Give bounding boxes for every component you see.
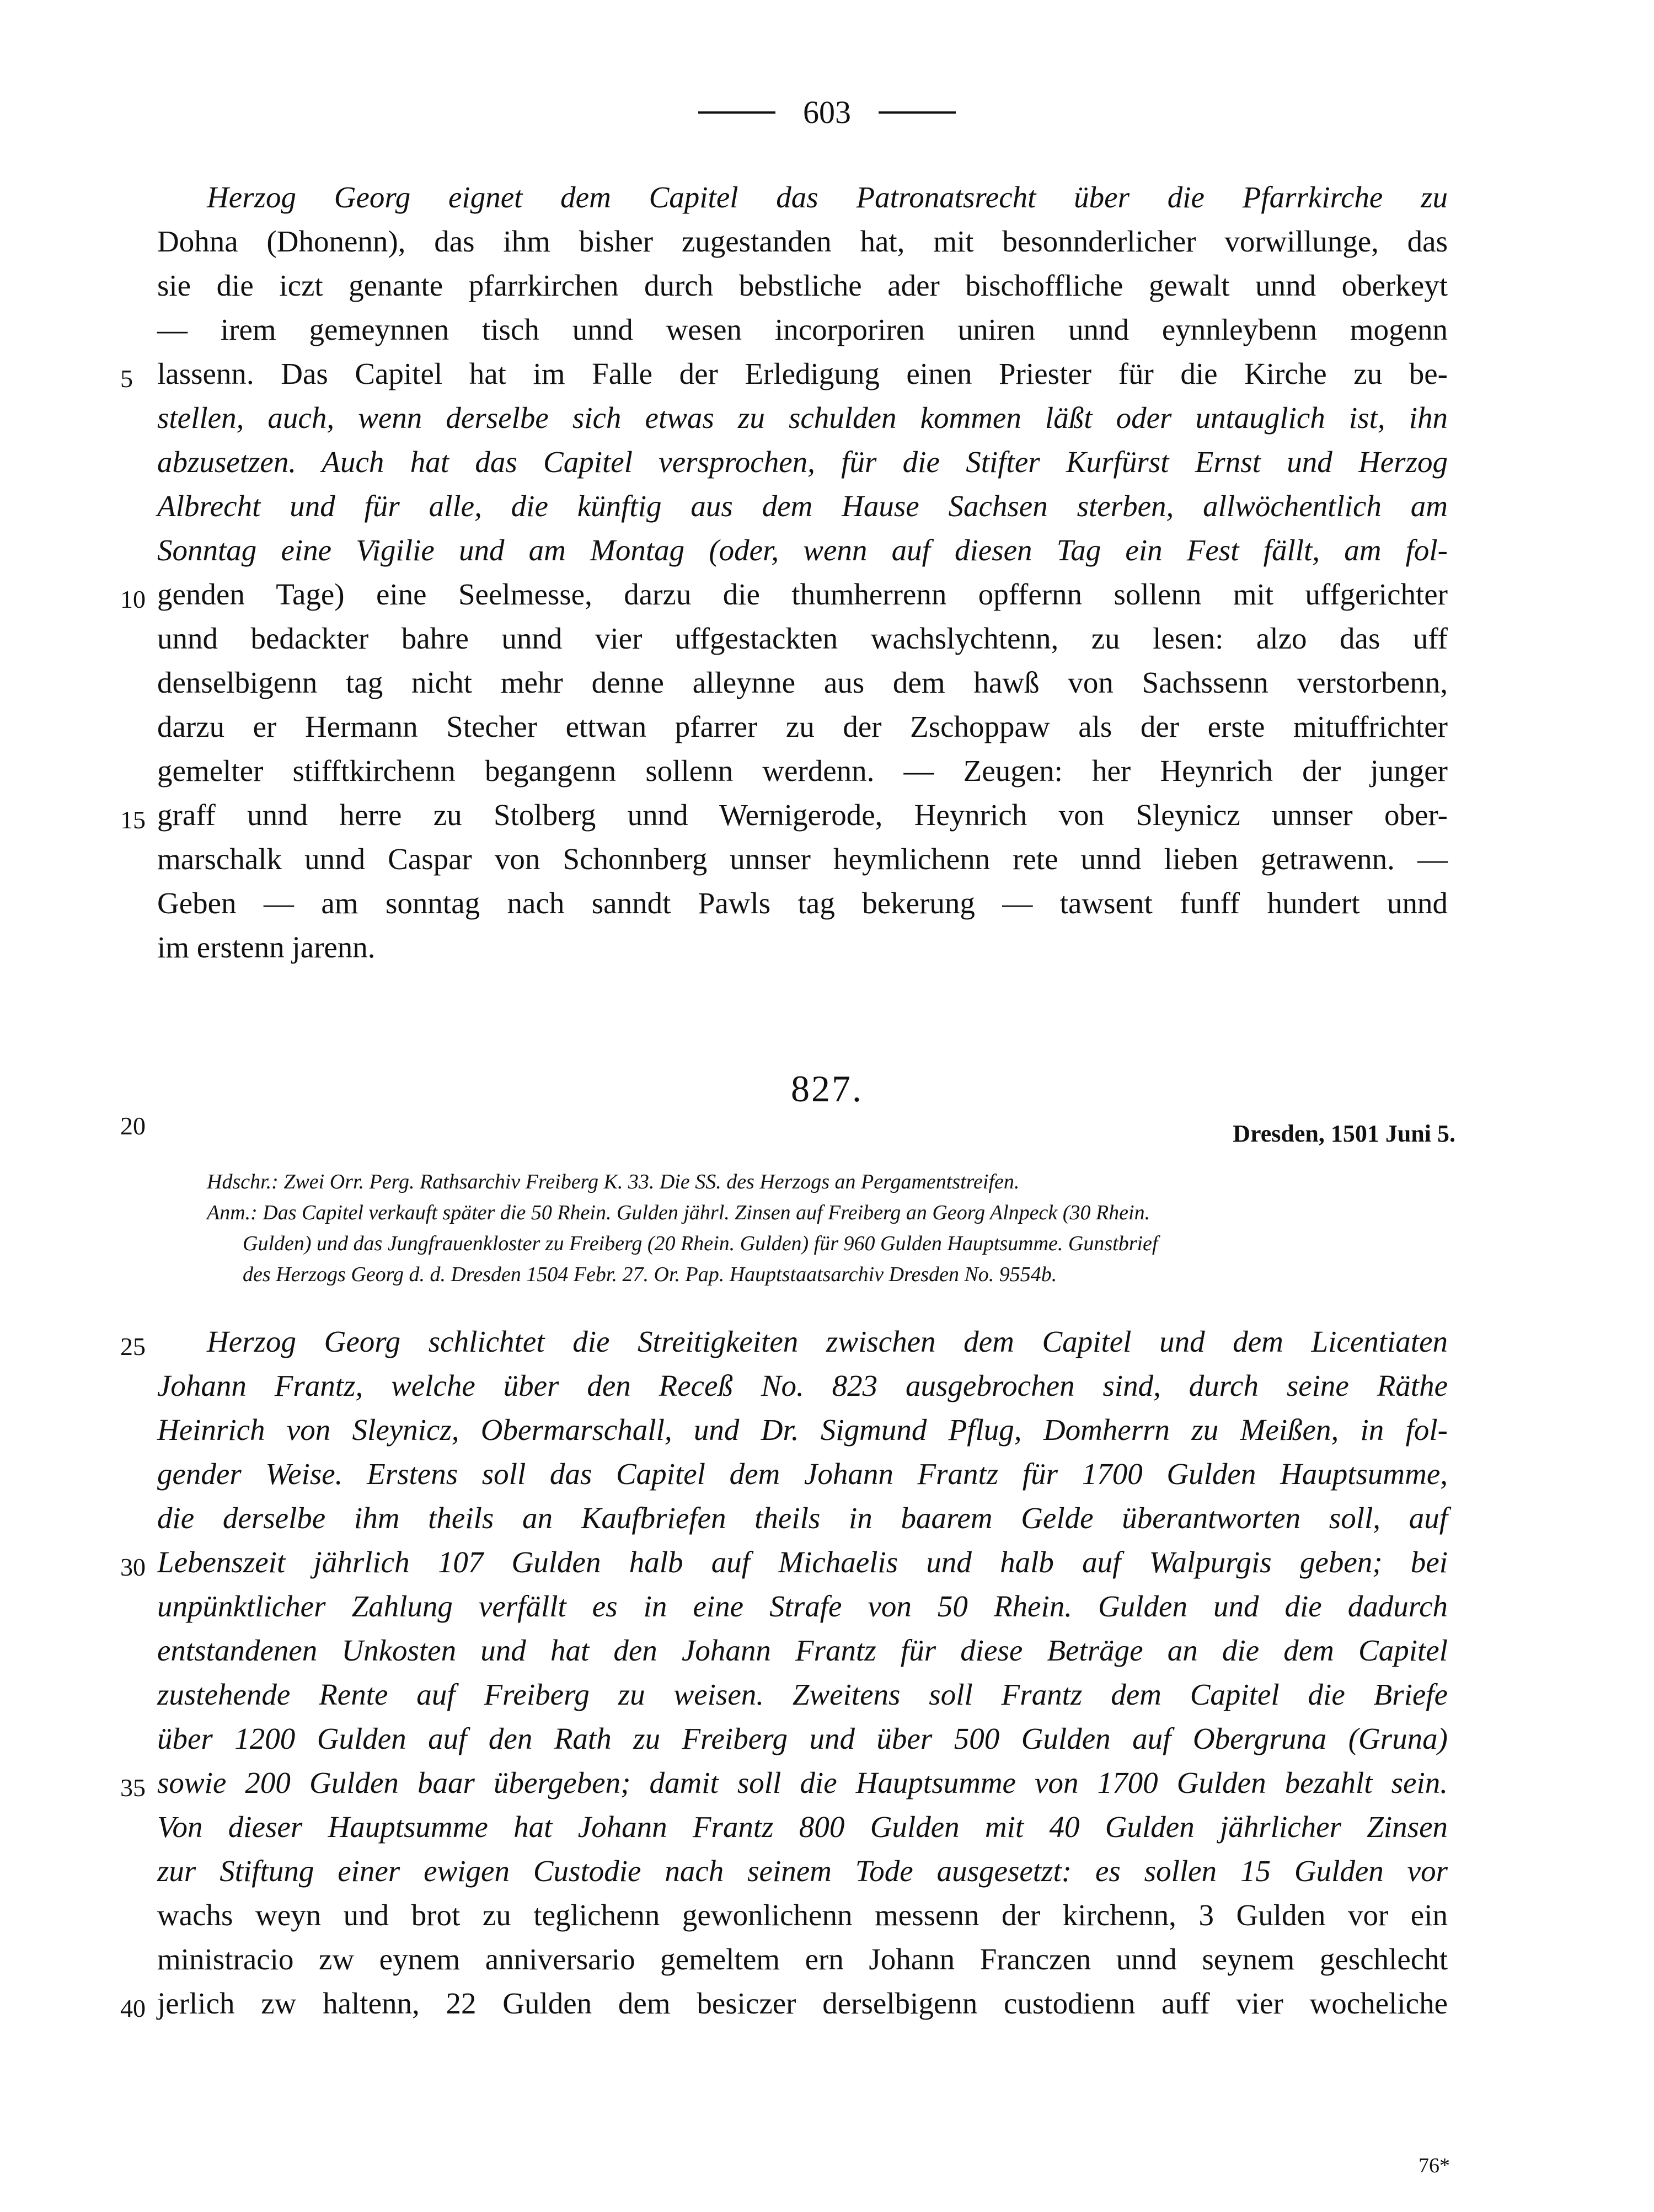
text-line: Herzog Georg eignet dem Capitel das Patronatsrecht über die Pfarrkirche zu <box>207 180 1448 214</box>
text-line: ministracio zw eynem anniversario gemeltem ern Johann Franczen unnd seynem geschlecht <box>157 1942 1448 1976</box>
text-line: im erstenn jarenn. <box>157 930 376 964</box>
text-line: unpünktlicher Zahlung verfällt es in eine Strafe von 50 Rhein. Gulden und die dadurch <box>157 1589 1448 1623</box>
text-line: Albrecht und für alle, die künftig aus dem Hause Sachsen sterben, allwöchentlich am <box>157 489 1448 523</box>
text-line: Herzog Georg schlichtet die Streitigkeiten zwischen dem Capitel und dem Licentiaten <box>207 1325 1448 1358</box>
text-line: darzu er Hermann Stecher ettwan pfarrer zu der Zschoppaw als der erste mituffrichter <box>157 710 1448 743</box>
text-line: genden Tage) eine Seelmesse, darzu die thumherrenn opffernn sollenn mit uffgerichter <box>157 577 1448 611</box>
text-line: die derselbe ihm theils an Kaufbriefen theils in baarem Gelde überantworten soll, auf <box>157 1501 1448 1535</box>
text-line: graff unnd herre zu Stolberg unnd Wernigerode, Heynrich von Sleynicz unnser ober- <box>157 798 1448 832</box>
text-line: Sonntag eine Vigilie und am Montag (oder, wenn auf diesen Tag ein Fest fällt, am fol- <box>157 533 1448 567</box>
place-date: Dresden, 1501 Juni 5. <box>1233 1120 1455 1147</box>
page-header <box>0 94 1654 131</box>
text-line: sie die iczt genante pfarrkirchen durch bebstliche ader bischoffliche gewalt unnd oberkeyt <box>157 269 1448 302</box>
line-number: 30 <box>120 1553 146 1581</box>
header-rule-right <box>879 111 956 114</box>
text-line: marschalk unnd Caspar von Schonnberg unnser heymlichenn rete unnd lieben getrawenn. — <box>157 842 1448 876</box>
text-line: gemelter stifftkirchenn begangenn sollenn werdenn. — Zeugen: her Heynrich der junger <box>157 754 1448 788</box>
line-number: 5 <box>120 365 133 393</box>
document-number: 827. <box>791 1068 863 1110</box>
note-line: Anm.: Das Capitel verkauft später die 50 Rhein. Gulden jährl. Zinsen auf Freiberg an Georg Alnpeck (30 Rhein. <box>207 1201 1150 1224</box>
text-line: wachs weyn und brot zu teglichenn gewonlichenn messenn der kirchenn, 3 Gulden vor ein <box>157 1898 1448 1932</box>
text-line: Heinrich von Sleynicz, Obermarschall, und Dr. Sigmund Pflug, Domherrn zu Meißen, in fol- <box>157 1413 1448 1447</box>
text-line: zustehende Rente auf Freiberg zu weisen. Zweitens soll Frantz dem Capitel die Briefe <box>157 1678 1448 1711</box>
line-number: 15 <box>120 806 146 834</box>
text-line: lassenn. Das Capitel hat im Falle der Erledigung einen Priester für die Kirche zu be- <box>157 357 1448 390</box>
header-rule-left <box>698 111 775 114</box>
text-line: denselbigenn tag nicht mehr denne alleynne aus dem hawß von Sachssenn verstorbenn, <box>157 666 1448 699</box>
text-line: entstandenen Unkosten und hat den Johann Frantz für diese Beträge an die dem Capitel <box>157 1633 1448 1667</box>
text-line: Lebenszeit jährlich 107 Gulden halb auf Michaelis und halb auf Walpurgis geben; bei <box>157 1545 1448 1579</box>
line-number: 35 <box>120 1774 146 1802</box>
text-line: zur Stiftung einer ewigen Custodie nach seinem Tode ausgesetzt: es sollen 15 Gulden vor <box>157 1854 1448 1888</box>
text-line: über 1200 Gulden auf den Rath zu Freiberg und über 500 Gulden auf Obergruna (Gruna) <box>157 1722 1448 1755</box>
text-line: Dohna (Dhonenn), das ihm bisher zugestanden hat, mit besonnderlicher vorwillunge, das <box>157 224 1448 258</box>
text-line: Geben — am sonntag nach sanndt Pawls tag bekerung — tawsent funff hundert unnd <box>157 886 1448 920</box>
text-line: — irem gemeynnen tisch unnd wesen incorporiren uniren unnd eynnleybenn mogenn <box>157 313 1448 346</box>
text-line: gender Weise. Erstens soll das Capitel dem Johann Frantz für 1700 Gulden Hauptsumme, <box>157 1457 1448 1491</box>
text-line: sowie 200 Gulden baar übergeben; damit soll die Hauptsumme von 1700 Gulden bezahlt sein. <box>157 1766 1448 1799</box>
line-number: 40 <box>120 1994 146 2022</box>
note-line: Gulden) und das Jungfrauenkloster zu Freiberg (20 Rhein. Gulden) für 960 Gulden Hauptsumme. Gunstbrief <box>243 1232 1158 1255</box>
note-line: des Herzogs Georg d. d. Dresden 1504 Febr. 27. Or. Pap. Hauptstaatsarchiv Dresden No. 9554b. <box>243 1263 1057 1286</box>
line-number: 10 <box>120 585 146 613</box>
text-line: abzusetzen. Auch hat das Capitel versprochen, für die Stifter Kurfürst Ernst und Herzog <box>157 445 1448 479</box>
line-number: 20 <box>120 1112 146 1140</box>
page-number: 603 <box>803 94 851 130</box>
text-line: Johann Frantz, welche über den Receß No. 823 ausgebrochen sind, durch seine Räthe <box>157 1369 1448 1402</box>
text-line: unnd bedackter bahre unnd vier uffgestackten wachslychtenn, zu lesen: alzo das uff <box>157 622 1448 655</box>
note-line: Hdschr.: Zwei Orr. Perg. Rathsarchiv Freiberg K. 33. Die SS. des Herzogs an Pergamentstreifen. <box>207 1170 1020 1193</box>
text-line: jerlich zw haltenn, 22 Gulden dem besiczer derselbigenn custodienn auff vier wocheliche <box>157 1986 1448 2020</box>
text-line: stellen, auch, wenn derselbe sich etwas zu schulden kommen läßt oder untauglich ist, ihn <box>157 401 1448 435</box>
signature-mark: 76* <box>1419 2154 1450 2177</box>
text-line: Von dieser Hauptsumme hat Johann Frantz 800 Gulden mit 40 Gulden jährlicher Zinsen <box>157 1810 1448 1844</box>
line-number: 25 <box>120 1332 146 1361</box>
